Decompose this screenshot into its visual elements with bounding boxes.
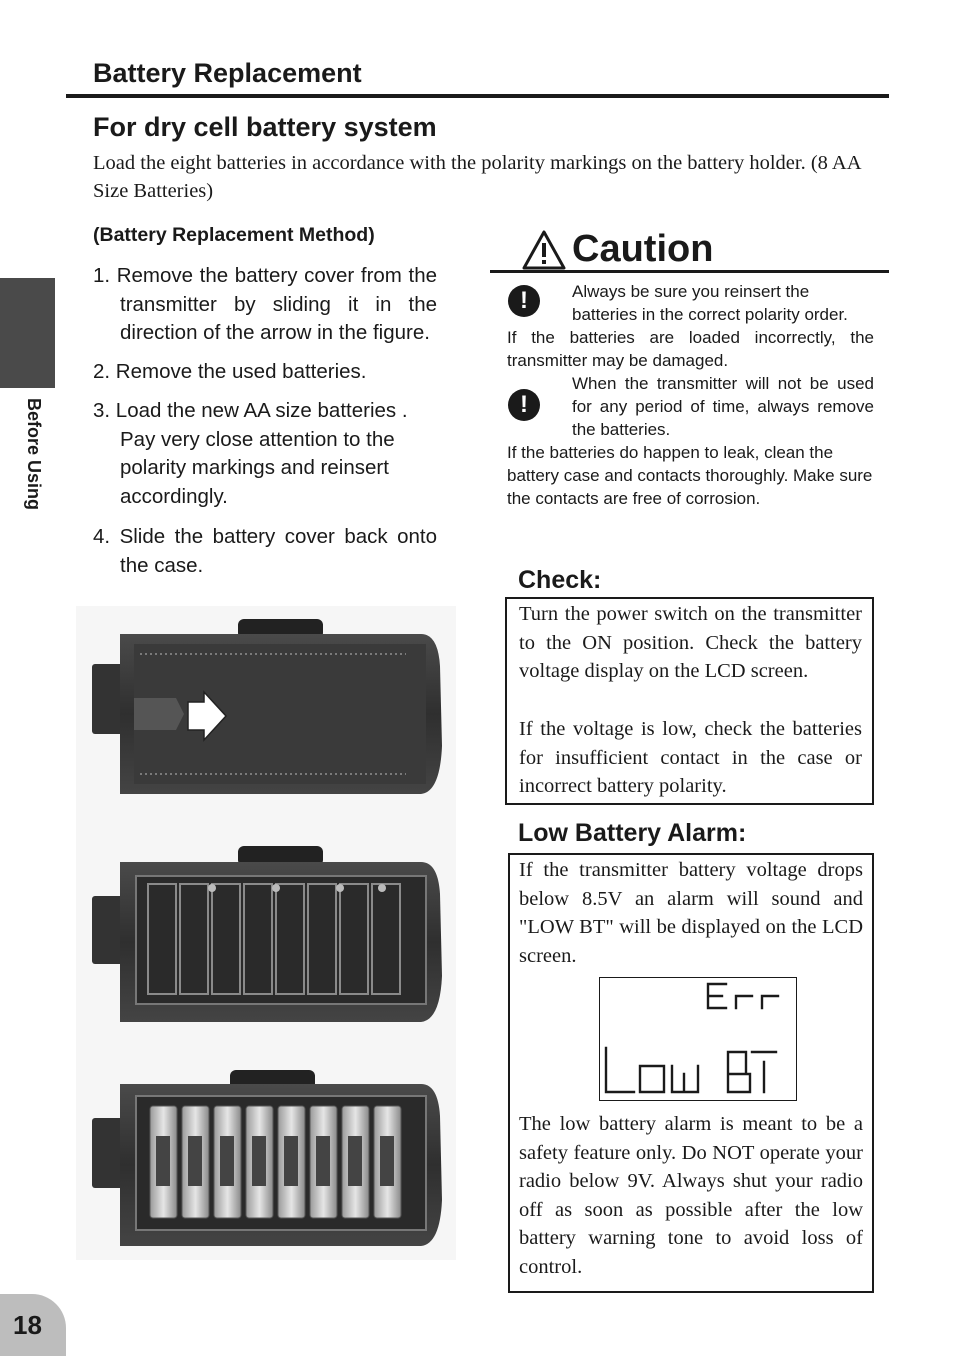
side-tab	[0, 278, 55, 388]
side-tab-label: Before Using	[24, 398, 44, 511]
caution-item-2-body: If the batteries do happen to leak, clean the battery case and contacts thoroughly. Make sure the contacts are free of corrosion.	[507, 443, 873, 508]
caution-item-2-lead: When the transmitter will not be used for any period of time, always remove the batteries.	[572, 374, 874, 439]
exclamation-icon: !	[508, 389, 540, 421]
photo-closed-cover	[92, 619, 442, 794]
caution-title: Caution	[572, 228, 714, 270]
check-heading: Check:	[518, 566, 602, 594]
photo-loaded-batteries	[92, 1070, 442, 1246]
low-battery-heading: Low Battery Alarm:	[518, 819, 747, 847]
step-1: 1. Remove the battery cover from the transmitter by sliding it in the direction of the arrow in the figure.	[93, 264, 437, 344]
title-rule	[66, 94, 889, 98]
caution-item-1-lead: Always be sure you reinsert the batteries in the correct polarity order.	[572, 282, 848, 324]
step-3: 3. Load the new AA size batteries . Pay very close attention to the polarity markings and reinsert accordingly.	[93, 399, 408, 508]
check-text-2: If the voltage is low, check the batteries for insufficient contact in the case or incorrect battery polarity.	[519, 718, 862, 798]
low-battery-text-2: The low battery alarm is meant to be a safety feature only. Do NOT operate your radio below 9V. Always shut your radio off as soon as possible after the low battery warning tone to avoid loss of control.	[519, 1113, 863, 1278]
low-battery-text-1: If the transmitter battery voltage drops below 8.5V an alarm will sound and "LOW BT" will be displayed on the LCD screen.	[519, 859, 863, 967]
caution-item-1-body: If the batteries are loaded incorrectly, the transmitter may be damaged.	[507, 328, 874, 370]
check-text-1: Turn the power switch on the transmitter to the ON position. Check the battery voltage display on the LCD screen.	[519, 603, 862, 683]
method-heading: (Battery Replacement Method)	[93, 224, 375, 246]
subsection-title: For dry cell battery system	[93, 112, 437, 142]
photo-empty-compartment	[92, 846, 442, 1022]
section-title: Battery Replacement	[93, 58, 362, 88]
lcd-display	[599, 977, 797, 1101]
page-number: 18	[13, 1310, 42, 1340]
check-box	[505, 597, 874, 805]
exclamation-icon: !	[508, 285, 540, 317]
caution-rule	[490, 270, 889, 273]
step-2: 2. Remove the used batteries.	[93, 360, 367, 383]
low-battery-box	[508, 853, 874, 1293]
page-number-tab	[0, 1294, 66, 1356]
battery-photos	[76, 606, 456, 1260]
step-4: 4. Slide the battery cover back onto the case.	[93, 525, 437, 577]
warning-triangle-icon	[522, 230, 566, 270]
intro-paragraph: Load the eight batteries in accordance with the polarity markings on the battery holder. (8 AA Size Batteries)	[93, 152, 861, 202]
